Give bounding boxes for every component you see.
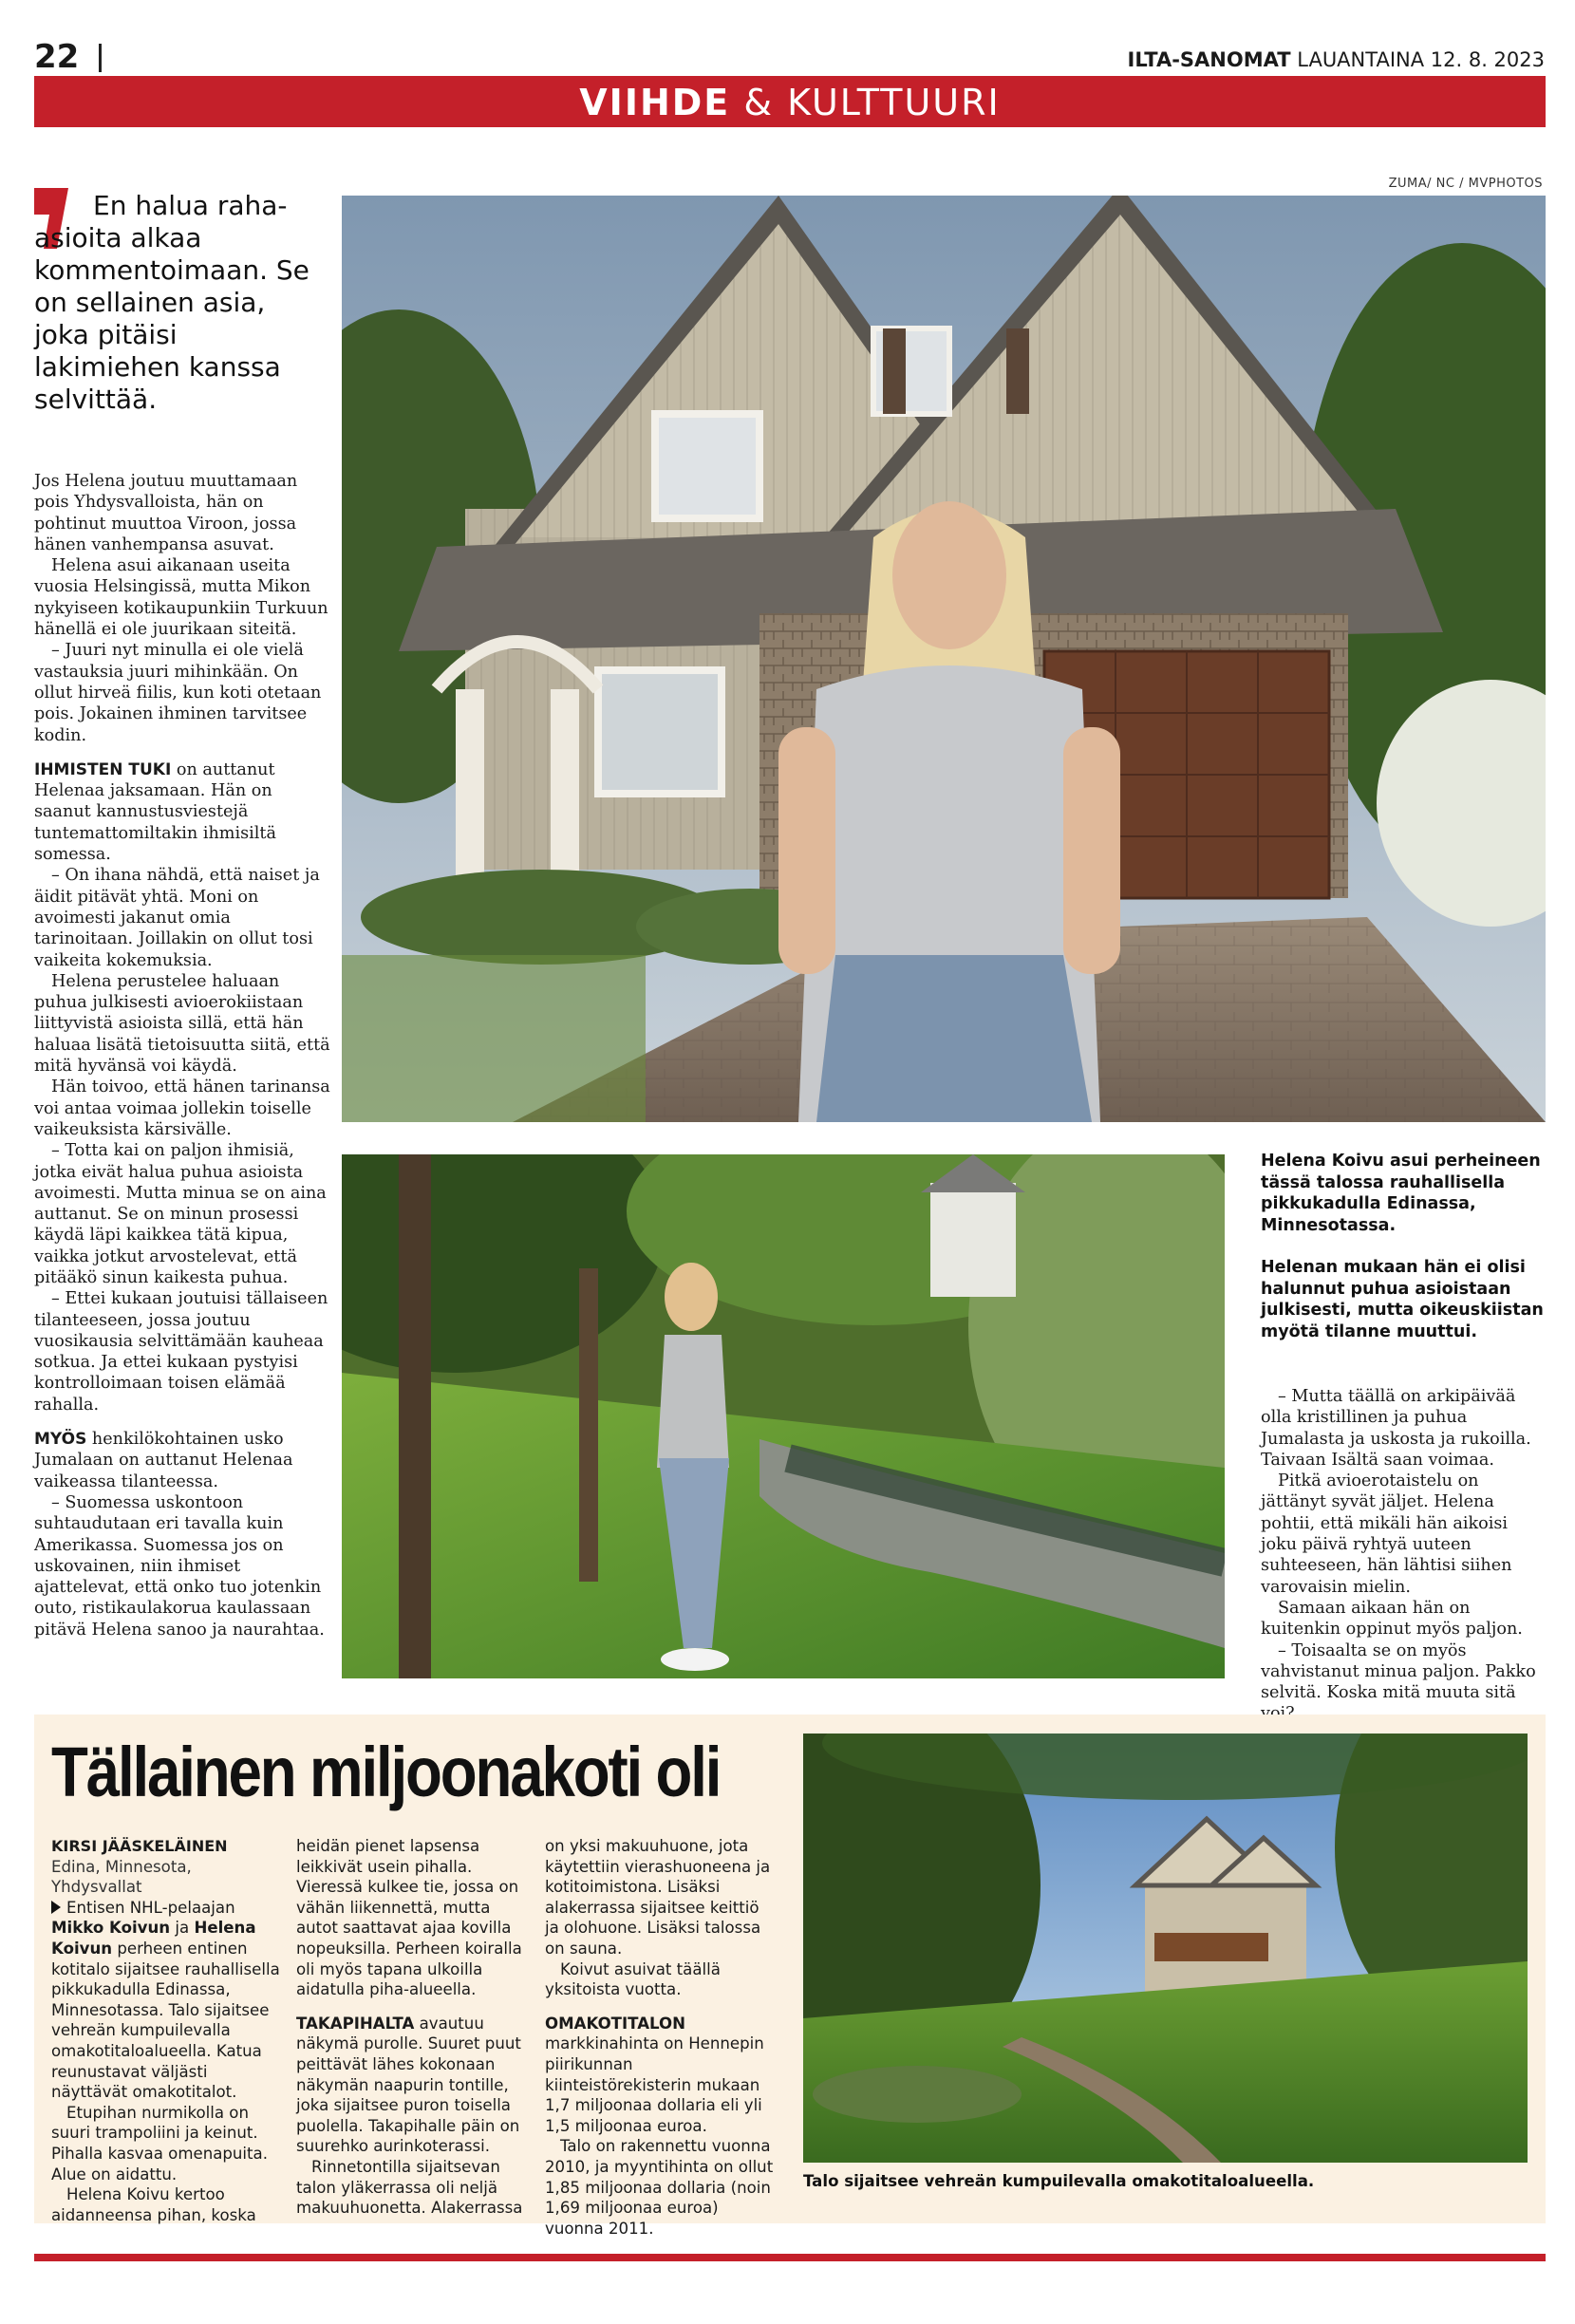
factbox-photo xyxy=(803,1734,1528,2163)
paragraph-lead: TAKAPIHALTA xyxy=(296,2014,415,2033)
factbox-photo-caption: Talo sijaitsee vehreän kumpuilevalla omakotitaloalueella. xyxy=(803,2172,1315,2190)
paragraph: – Totta kai on paljon ihmisiä, jotka eivät halua puhua asioista avoimesti. Mutta minua se on aina auttanut. Se on minun prosessi käydä läpi kaikkea tätä kipua, vaikka jotkut arvostelevat, että pitääkö sinun kaikesta puhua. xyxy=(34,1141,327,1287)
paragraph: on yksi makuuhuone, jota käytettiin vierashuoneena ja kotitoimistona. Lisäksi alakerrassa sijaitsee keittiö ja olohuone. Lisäksi talossa on sauna. xyxy=(545,1837,771,1958)
photo-captions xyxy=(1261,1151,1546,1342)
bottom-rule xyxy=(34,2254,1546,2261)
intro-text: ja xyxy=(170,1919,195,1938)
yard-photo xyxy=(342,1154,1225,1678)
paragraph: Pitkä avioerotaistelu on jättänyt syvät jäljet. Helena pohtii, että mikäli hän aikoisi joku päivä ryhtyä uuteen suhteeseen, hän lähtisi siihen varovaisin mielin. xyxy=(1261,1471,1512,1597)
byline: KIRSI JÄÄSKELÄINEN xyxy=(51,1837,228,1855)
page-number: 22 xyxy=(34,38,80,76)
page-number-divider xyxy=(99,44,102,72)
paragraph: Koivut asuivat täällä yksitoista vuotta. xyxy=(545,1959,721,1999)
section-title-amp: & xyxy=(730,82,788,123)
paragraph: – Suomessa uskontoon suhtaudutaan eri tavalla kuin Amerikassa. Suomessa jos on uskovainen, niin ihmiset ajattelevat, että onko tuo jotenkin outo, ristikaulakorua kaulassaan pitävä Helena sanoo ja naurahtaa. xyxy=(34,1492,325,1640)
paragraph: Helena asui aikanaan useita vuosia Helsingissä, mutta Mikon nykyiseen kotikaupunkiin Turkuun hänellä ei ole juurikaan siteitä. xyxy=(34,556,328,640)
paragraph: Etupihan nurmikolla on suuri trampoliini ja keinut. Pihalla kasvaa omenapuita. Alue on aidattu. xyxy=(51,2103,268,2183)
photo-caption: Helenan mukaan hän ei olisi halunnut puhua asioistaan julkisesti, mutta oikeuskiistan myötä tilanne muuttui. xyxy=(1261,1258,1544,1341)
arrow-icon xyxy=(51,1901,61,1914)
paragraph: – Ettei kukaan joutuisi tällaiseen tilanteeseen, jossa joutuu vuosikausia selvittämään kauheaa sotkua. Ja ettei kukaan pystyisi kontrolloimaan toisen elämää rahalla. xyxy=(34,1289,328,1415)
paragraph: Samaan aikaan hän on kuitenkin oppinut myös paljon. xyxy=(1261,1598,1523,1640)
factbox-column-1 xyxy=(51,1836,284,2225)
section-title-b: KULTTUURI xyxy=(787,82,1001,123)
factbox-column-2 xyxy=(296,1836,529,2219)
paper-name: ILTA-SANOMAT xyxy=(1127,48,1291,71)
intro-name: Helena Koivun xyxy=(51,1919,256,1958)
paragraph: – Toisaalta se on myös vahvistanut minua paljon. Pakko selvitä. Koska mitä muuta sitä xyxy=(1261,1640,1536,1703)
paragraph-text: on auttanut Helenaa jaksamaan. Hän on saanut kannustusviestejä tuntemattomiltakin ihmisiltä somessa. xyxy=(34,759,276,865)
paragraph-text: avautuu näkymä purolle. Suuret puut peittävät lähes kokonaan näkymän naapurin tontille, joka sijaitsee puron toisella puolella. Takapihalle päin on suurehko aurinkoterassi. xyxy=(296,2014,521,2156)
intro-text: perheen entinen kotitalo sijaitsee rauhallisella pikkukadulla Edinassa, Minnesotassa. Talo sijaitsee vehreän kumpuilevalla omakotitaloalueella. Katua reunustavat väljästi näyttävät omakotitalot. xyxy=(51,1939,280,2102)
intro-text: Entisen NHL-pelaajan xyxy=(66,1898,235,1917)
factbox-column-3 xyxy=(545,1836,778,2239)
paragraph: – Mutta täällä on arkipäivää olla kristillinen ja puhua Jumalasta ja uskosta ja rukoilla. Taivaan Isältä saan voimaa. xyxy=(1261,1387,1531,1470)
paragraph-with-lead xyxy=(545,2014,778,2137)
factbox-headline: Tällainen miljoonakoti oli xyxy=(51,1733,721,1811)
paragraph: Hän toivoo, että hänen tarinansa voi antaa voimaa jollekin toiselle vaikeuksista kärsivälle. xyxy=(34,1078,330,1139)
paragraph-with-lead xyxy=(34,1429,330,1492)
paragraph-lead: IHMISTEN TUKI xyxy=(34,759,172,779)
paragraph: Helena perustelee haluaan puhua julkisesti avioerokiistaan liittyvistä asioista sillä, että hän haluaa lisätä tietoisuutta siitä, että mitä hyvänsä voi käydä. xyxy=(34,971,330,1077)
article-column-right xyxy=(1261,1386,1546,1725)
section-title-a: VIIHDE xyxy=(579,82,731,123)
paragraph-text: markkinahinta on Hennepin piirikunnan kiinteistörekisterin mukaan 1,7 miljoonaa dollaria eli yli 1,5 miljoonaa euroa. xyxy=(545,2034,764,2135)
paragraph-lead: MYÖS xyxy=(34,1430,87,1450)
main-photo xyxy=(342,196,1546,1122)
paragraph: heidän pienet lapsensa leikkivät usein pihalla. Vieressä kulkee tie, jossa on vähän liikennettä, mutta autot saattavat ajaa kovilla nopeuksilla. Perheen koiralla oli myös tapana ulkoilla aidatulla piha-alueella. xyxy=(296,1837,522,1999)
intro-name: Mikko Koivun xyxy=(51,1919,171,1938)
section-banner xyxy=(34,76,1546,127)
article-column-left xyxy=(34,471,330,1640)
paragraph: Talo on rakennettu vuonna 2010, ja myyntihinta on ollut 1,85 miljoonaa dollaria (noin 1,69 miljoonaa euroa) vuonna 2011. xyxy=(545,2137,774,2238)
paragraph-with-lead xyxy=(296,2014,529,2157)
issue-date: LAUANTAINA 12. 8. 2023 xyxy=(1297,48,1545,71)
factbox-intro xyxy=(51,1898,284,2103)
photo-caption: Helena Koivu asui perheineen tässä talossa rauhallisella pikkukadulla Edinassa, Minnesotassa. xyxy=(1261,1152,1541,1235)
paragraph: Rinnetontilla sijaitsevan talon yläkerrassa oli neljä makuuhuonetta. Alakerrassa xyxy=(296,2157,523,2218)
paragraph-text: henkilökohtainen usko Jumalaan on auttanut Helenaa vaikeassa tilanteessa. xyxy=(34,1430,293,1491)
paragraph: – Juuri nyt minulla ei ole vielä vastauksia juuri mihinkään. On ollut hirveä fiilis, kun koti otetaan pois. Jokainen ihminen tarvitsee kodin. xyxy=(34,641,322,745)
paragraph-with-lead xyxy=(34,759,330,865)
paragraph-lead: OMAKOTITALON xyxy=(545,2014,686,2033)
paragraph: Jos Helena joutuu muuttamaan pois Yhdysvalloista, hän on pohtinut muuttoa Viroon, jossa hänen vanhempansa asuvat. xyxy=(34,472,298,554)
section-title xyxy=(34,82,1546,123)
photo-credit: ZUMA/ NC / MVPHOTOS xyxy=(1388,177,1543,191)
paragraph: – On ihana nähdä, että naiset ja äidit pitävät yhtä. Moni on avoimesti jakanut omia tarinoitaan. Joillakin on ollut tosi vaikeita kokemuksia. xyxy=(34,866,320,970)
paper-date-line xyxy=(1128,47,1545,72)
pull-quote: En halua raha-asioita alkaa kommentoimaan. Se on sellainen asia, joka pitäisi lakimiehen kanssa selvittää. xyxy=(34,190,309,415)
dateline-location: Edina, Minnesota, Yhdysvallat xyxy=(51,1857,192,1897)
paragraph: Helena Koivu kertoo aidanneensa pihan, koska xyxy=(51,2185,256,2224)
